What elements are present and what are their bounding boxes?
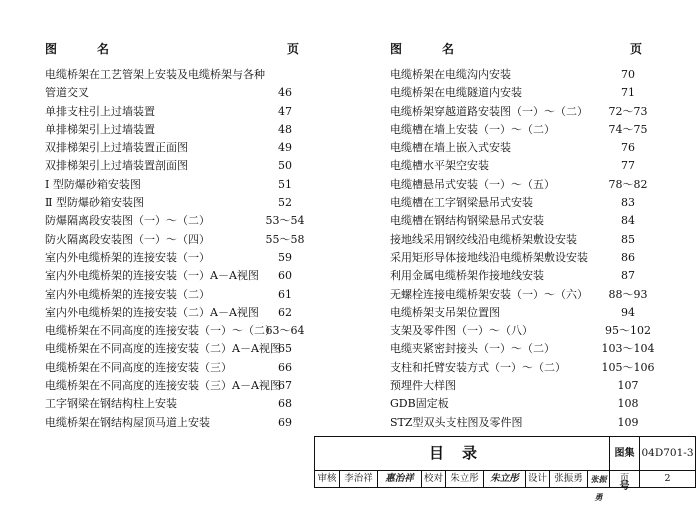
toc-entry-page: 51	[278, 177, 292, 191]
toc-entry-title: 预埋件大样图	[390, 379, 456, 393]
toc-entry-title: 电缆桥架在工艺管架上安装及电缆桥架与各种	[45, 68, 265, 81]
toc-entry-page: 49	[278, 141, 292, 155]
header-ming: 名	[442, 42, 455, 56]
toc-entry-title: 电缆桥架在电缆沟内安装	[390, 68, 511, 81]
checker-name: 朱立彤	[445, 470, 483, 488]
toc-entry-title: 电缆桥架在不同高度的连接安装（一）～（二）	[45, 324, 276, 338]
toc-entry	[45, 157, 305, 175]
toc-entry-title: 电缆槽水平架空安装	[390, 159, 489, 173]
toc-entry	[390, 176, 650, 194]
toc-entry-page: 103～104	[601, 342, 655, 356]
toc-entry	[390, 286, 650, 304]
toc-entry	[390, 157, 650, 175]
toc-entry	[390, 340, 655, 358]
toc-entry	[390, 231, 650, 249]
toc-entry	[45, 231, 305, 249]
toc-entry-page: 47	[278, 104, 292, 118]
toc-entry-title: 电缆槽在墙上安装（一）～（二）	[390, 122, 555, 136]
toc-entry	[45, 103, 305, 121]
toc-entry-page: 53～54	[265, 214, 305, 228]
toc-right-header	[390, 40, 650, 58]
toc-entry	[45, 139, 305, 157]
toc-entry-title: 电缆桥架在不同高度的连接安装（二）A－A视图	[45, 342, 281, 356]
toc-entry-page: 94	[621, 305, 635, 319]
toc-entry	[390, 414, 650, 432]
toc-entry	[45, 84, 305, 102]
toc-entry-page: 105～106	[601, 360, 655, 374]
toc-entry-page: 72～73	[608, 104, 648, 118]
toc-entry	[390, 249, 650, 267]
toc-entry-page: 67	[278, 379, 292, 393]
toc-entry	[45, 249, 305, 267]
toc-entry	[390, 212, 650, 230]
toc-entry-title: 电缆桥架在不同高度的连接安装（三）A－A视图	[45, 379, 281, 393]
toc-entry	[390, 322, 650, 340]
design-label: 设计	[525, 470, 549, 488]
designer-name: 张振勇	[549, 470, 587, 488]
checker-signature: 朱立彤	[483, 470, 525, 488]
toc-entry-title: 双排梯架引上过墙装置剖面图	[45, 159, 188, 173]
toc-entry	[45, 212, 305, 230]
toc-entry	[390, 66, 650, 84]
toc-entry-page: 83	[621, 196, 635, 210]
toc-entry-page: 107	[617, 379, 639, 393]
header-tu: 图	[45, 42, 58, 56]
toc-entry-title: 管道交叉	[45, 86, 89, 100]
toc-right-list	[390, 66, 655, 432]
toc-entry-page: 60	[278, 269, 292, 283]
toc-entry-title: 双排梯架引上过墙装置正面图	[45, 141, 188, 155]
toc-entry	[45, 340, 305, 358]
toc-entry-page: 78～82	[608, 177, 648, 191]
toc-entry-title: 支柱和托臂安装方式（一）～（二）	[390, 360, 566, 374]
review-label: 审核	[317, 473, 337, 484]
toc-entry-title: GDB固定板	[390, 397, 449, 411]
toc-entry-page: 50	[278, 159, 292, 173]
toc-entry	[390, 304, 650, 322]
toc-entry-page: 55～58	[265, 232, 305, 246]
toc-entry	[45, 304, 305, 322]
toc-entry-title: 电缆槽在工字钢梁悬吊式安装	[390, 196, 533, 210]
toc-entry-page: 48	[278, 122, 292, 136]
toc-entry-title: 采用矩形导体接地线沿电缆桥架敷设安装	[390, 250, 588, 264]
toc-entry-page: 61	[278, 287, 292, 301]
toc-entry-page: 77	[621, 159, 635, 173]
toc-entry	[45, 286, 305, 304]
toc-entry-page: 87	[621, 269, 635, 283]
toc-entry	[45, 395, 305, 413]
reviewer-name: 李治祥	[339, 470, 377, 488]
toc-entry-title: 室内外电缆桥架的连接安装（一）A－A视图	[45, 269, 259, 283]
toc-entry-title: 电缆槽悬吊式安装（一）～（五）	[390, 177, 555, 191]
toc-entry-page: 70	[621, 68, 635, 81]
toc-entry-title: 电缆桥架穿越道路安装图（一）～（二）	[390, 104, 588, 118]
toc-entry-title: 利用金属电缆桥架作接地线安装	[390, 269, 544, 283]
toc-left-column	[45, 40, 305, 429]
toc-entry-title: 电缆槽在钢结构钢梁悬吊式安装	[390, 214, 544, 228]
toc-entry-title: 接地线采用钢绞线沿电缆桥架敷设安装	[390, 232, 577, 246]
toc-entry-title: 防火隔离段安装图（一）～（四）	[45, 232, 210, 246]
toc-entry-title: 支架及零件图（一）～（八）	[390, 324, 533, 338]
toc-entry-page: 95～102	[605, 324, 651, 338]
toc-entry-page: 74～75	[608, 122, 648, 136]
toc-entry-title: 室内外电缆桥架的连接安装（二）A－A视图	[45, 305, 259, 319]
toc-entry-page: 85	[621, 232, 635, 246]
toc-left-list	[45, 66, 305, 432]
toc-right-column	[390, 40, 655, 429]
toc-entry-page: 108	[617, 397, 639, 411]
toc-entry-page: 63～64	[265, 324, 305, 338]
reviewer-signature: 惠治祥	[377, 470, 421, 488]
toc-entry	[390, 377, 650, 395]
toc-entry-title: Ⅱ 型防爆砂箱安装图	[45, 196, 144, 210]
toc-entry-page: 46	[278, 86, 292, 100]
toc-entry	[390, 139, 650, 157]
toc-entry-page: 62	[278, 305, 292, 319]
toc-entry-title: 单排梯架引上过墙装置	[45, 122, 155, 136]
toc-entry-page: 59	[278, 250, 292, 264]
header-ye: 页	[287, 42, 300, 56]
toc-entry-page: 65	[278, 342, 292, 356]
toc-entry-title: 电缆桥架在电缆隧道内安装	[390, 86, 522, 100]
header-ye: 页	[630, 42, 643, 56]
page-number: 2	[639, 470, 695, 488]
toc-entry-page: 84	[621, 214, 635, 228]
toc-entry	[45, 194, 305, 212]
toc-entry-title: 单排支柱引上过墙装置	[45, 104, 155, 118]
toc-entry	[45, 359, 305, 377]
toc-entry-title: 电缆槽在墙上嵌入式安装	[390, 141, 511, 155]
toc-entry-title: 电缆桥架在不同高度的连接安装（三）	[45, 360, 232, 374]
toc-entry	[390, 395, 650, 413]
toc-entry-title: 电缆桥架在钢结构屋顶马道上安装	[45, 415, 210, 429]
toc-entry	[45, 267, 305, 285]
toc-entry-title: Ⅰ 型防爆砂箱安装图	[45, 177, 141, 191]
toc-entry-title: 电缆夹紧密封接头（一）～（二）	[390, 342, 555, 356]
toc-left-header	[45, 40, 305, 58]
toc-entry	[45, 121, 305, 139]
atlas-number-label: 图集号	[609, 437, 639, 470]
page-label: 页	[609, 470, 639, 488]
toc-entry-title: 室内外电缆桥架的连接安装（一）	[45, 250, 210, 264]
toc-entry	[390, 359, 655, 377]
toc-entry	[390, 121, 650, 139]
toc-entry-page: 68	[278, 397, 292, 411]
toc-entry-page: 88～93	[608, 287, 648, 301]
toc-entry-page: 52	[278, 196, 292, 210]
title-block	[314, 436, 696, 502]
toc-entry-page: 71	[621, 86, 635, 100]
toc-entry	[45, 414, 305, 432]
toc-entry-page: 86	[621, 250, 635, 264]
header-ming: 名	[97, 42, 110, 56]
toc-entry-title: 无螺栓连接电缆桥架安装（一）～（六）	[390, 287, 588, 301]
toc-entry-page: 66	[278, 360, 292, 374]
toc-entry-title: STZ型双头支柱图及零件图	[390, 415, 523, 429]
toc-entry	[390, 103, 650, 121]
toc-entry	[45, 377, 305, 395]
toc-entry-title: 工字钢梁在钢结构柱上安装	[45, 397, 177, 411]
toc-entry	[45, 66, 305, 84]
designer-signature: 张振勇	[587, 470, 609, 488]
toc-entry	[45, 176, 305, 194]
toc-entry-page: 69	[278, 415, 292, 429]
toc-entry	[45, 322, 305, 340]
toc-entry-title: 电缆桥架支吊架位置图	[390, 305, 500, 319]
atlas-number: 04D701-3	[639, 437, 695, 470]
toc-entry-title: 防爆隔离段安装图（一）～（二）	[45, 214, 210, 228]
drawing-title: 目录	[428, 444, 495, 462]
toc-entry-page: 109	[617, 415, 639, 429]
toc-entry-title: 室内外电缆桥架的连接安装（二）	[45, 287, 210, 301]
toc-entry-page: 76	[621, 141, 635, 155]
header-tu: 图	[390, 42, 403, 56]
toc-entry	[390, 84, 650, 102]
toc-entry	[390, 194, 650, 212]
check-label: 校对	[421, 470, 445, 488]
toc-entry	[390, 267, 650, 285]
